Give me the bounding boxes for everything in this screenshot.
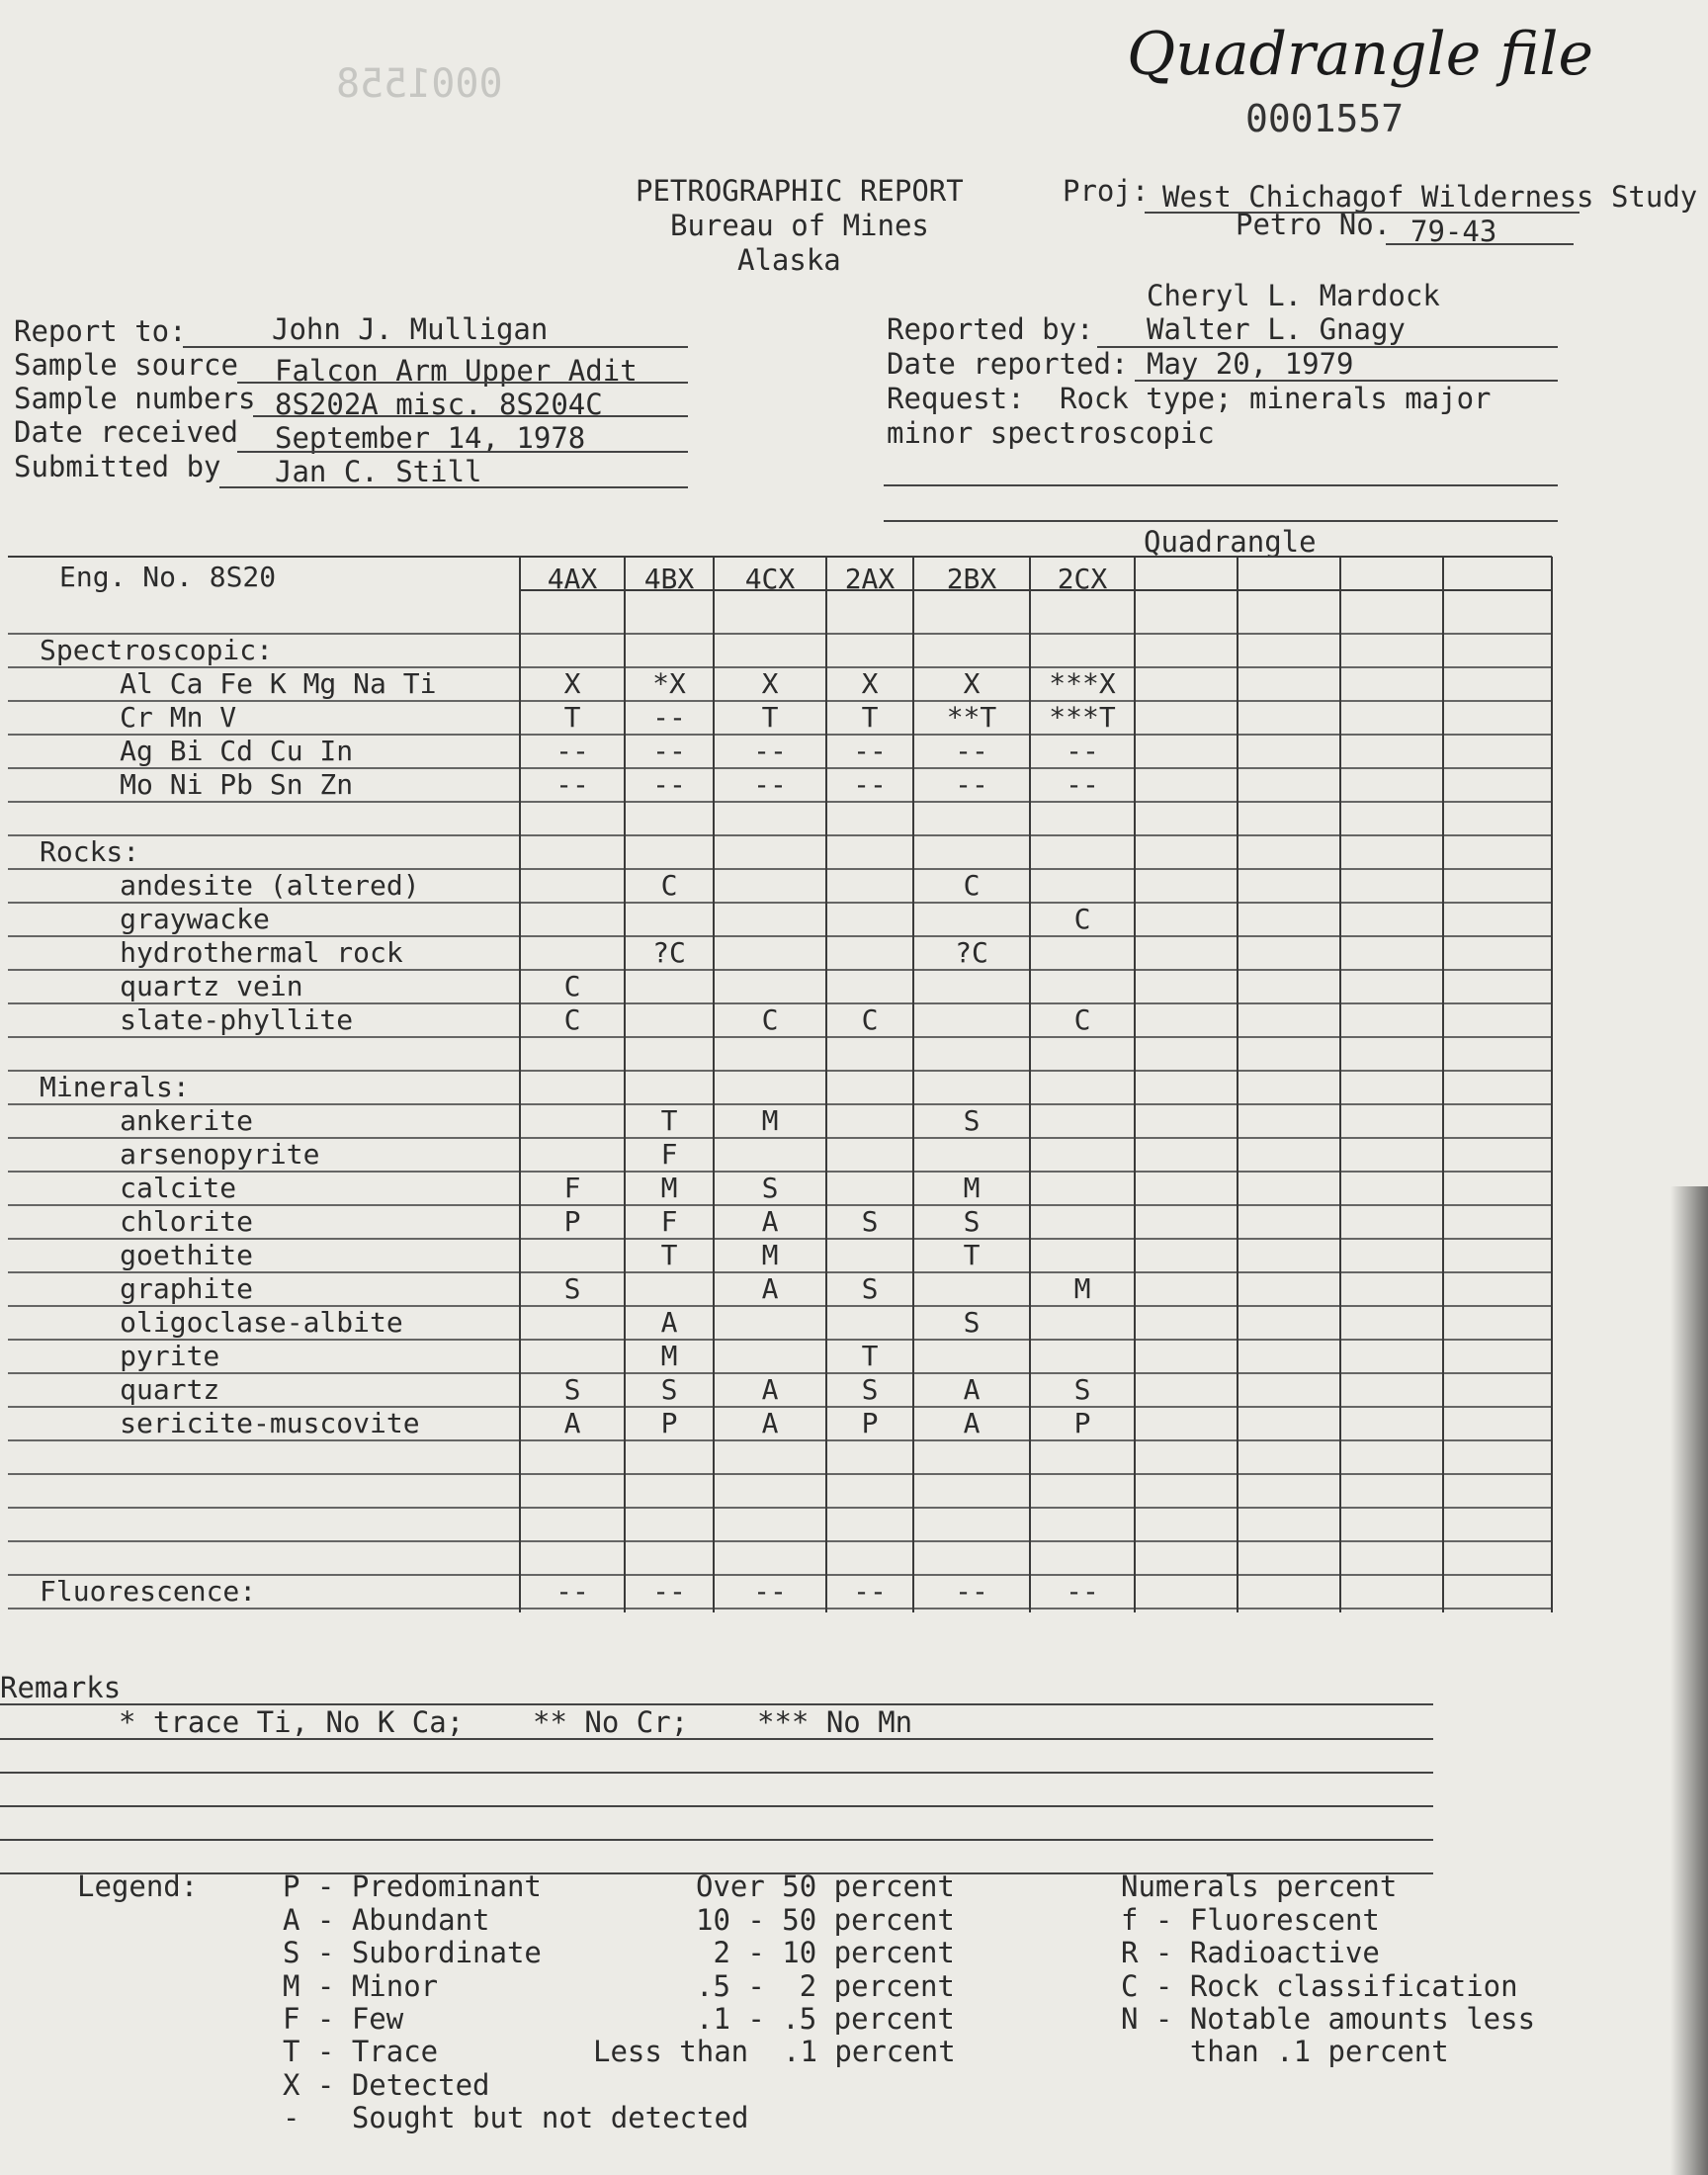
- row-label: quartz vein: [20, 970, 303, 1002]
- bleed-through-number: 0001558: [336, 61, 503, 107]
- table-cell: S: [963, 1306, 981, 1339]
- sample-numbers-underline: [253, 415, 688, 417]
- table-cell: P: [1073, 1407, 1091, 1439]
- row-label: Mo Ni Pb Sn Zn: [20, 768, 354, 801]
- column-header: 2AX: [844, 563, 896, 595]
- table-cell: --: [853, 1575, 887, 1608]
- agency-name: Bureau of Mines: [670, 209, 929, 242]
- table-cell: --: [652, 768, 686, 801]
- request-label: Request:: [887, 382, 1025, 415]
- legend-note: N - Notable amounts less: [1121, 2002, 1536, 2036]
- table-cell: X: [761, 667, 779, 700]
- row-label: Ag Bi Cd Cu In: [20, 735, 354, 767]
- eng-number-label: Eng. No. 8S20: [59, 561, 277, 593]
- row-label: andesite (altered): [20, 869, 420, 902]
- remarks-line-3: [0, 1772, 1433, 1774]
- row-label: graywacke: [20, 903, 270, 935]
- table-cell: --: [753, 735, 787, 767]
- table-cell: S: [861, 1272, 879, 1305]
- submitted-by-underline: [219, 486, 688, 488]
- table-cell: T: [660, 1104, 678, 1137]
- table-cell: C: [761, 1003, 779, 1036]
- legend-code: T - Trace: [283, 2035, 439, 2068]
- date-reported-label: Date reported:: [887, 347, 1129, 381]
- row-label: hydrothermal rock: [20, 936, 403, 969]
- column-header: 4AX: [547, 563, 598, 595]
- table-cell: C: [660, 869, 678, 902]
- table-cell: --: [652, 701, 686, 734]
- table-cell: ***X: [1049, 667, 1116, 700]
- petro-value: 79-43: [1410, 215, 1497, 248]
- table-cell: S: [761, 1172, 779, 1204]
- table-cell: --: [652, 735, 686, 767]
- table-cell: S: [861, 1205, 879, 1238]
- row-label: calcite: [20, 1172, 237, 1204]
- report-to-label: Report to:: [14, 314, 187, 348]
- handwritten-annotation: Quadrangle file: [1127, 20, 1594, 89]
- legend-range: Over 50 percent: [696, 1870, 955, 1903]
- request-underline-1: [884, 484, 1558, 486]
- results-table: [0, 549, 1708, 1646]
- request-line-2: minor spectroscopic: [887, 416, 1215, 450]
- column-header: 2BX: [946, 563, 997, 595]
- legend-range: .5 - 2 percent: [696, 1969, 955, 2003]
- proj-value: West Chichagof Wilderness Study: [1162, 180, 1698, 214]
- table-cell: A: [660, 1306, 678, 1339]
- table-cell: **T: [946, 701, 997, 734]
- reported-by-label: Reported by:: [887, 312, 1094, 346]
- table-cell: X: [861, 667, 879, 700]
- table-cell: C: [563, 1003, 581, 1036]
- stamp-number: 0001557: [1245, 97, 1405, 140]
- table-cell: X: [563, 667, 581, 700]
- table-cell: ?C: [955, 936, 988, 969]
- remarks-label: Remarks: [0, 1671, 122, 1704]
- table-cell: M: [761, 1104, 779, 1137]
- date-reported-value: May 20, 1979: [1147, 347, 1354, 381]
- date-received-underline: [237, 451, 688, 453]
- table-cell: C: [861, 1003, 879, 1036]
- section-heading: Fluorescence:: [40, 1575, 257, 1608]
- sample-numbers-value: 8S202A misc. 8S204C: [275, 388, 603, 421]
- scan-edge-shadow: [1670, 1186, 1708, 2175]
- table-cell: --: [1066, 735, 1099, 767]
- table-cell: M: [1073, 1272, 1091, 1305]
- row-label: oligoclase-albite: [20, 1306, 403, 1339]
- legend-range: 10 - 50 percent: [696, 1903, 955, 1937]
- table-cell: ***T: [1049, 701, 1116, 734]
- row-label: pyrite: [20, 1340, 220, 1372]
- table-cell: P: [660, 1407, 678, 1439]
- table-cell: --: [555, 1575, 589, 1608]
- table-cell: C: [563, 970, 581, 1002]
- table-cell: T: [660, 1239, 678, 1271]
- request-value: Rock type; minerals major: [1060, 382, 1492, 415]
- table-cell: *X: [652, 667, 686, 700]
- table-cell: --: [1066, 768, 1099, 801]
- table-cell: M: [761, 1239, 779, 1271]
- quadrangle-label: Quadrangle: [1144, 525, 1317, 559]
- table-cell: T: [563, 701, 581, 734]
- state-name: Alaska: [737, 243, 841, 277]
- table-cell: S: [861, 1373, 879, 1406]
- report-to-value: John J. Mulligan: [272, 312, 549, 346]
- column-header: 4CX: [744, 563, 796, 595]
- sample-numbers-label: Sample numbers: [14, 382, 256, 415]
- section-heading: Spectroscopic:: [40, 634, 274, 666]
- table-cell: A: [761, 1272, 779, 1305]
- row-label: graphite: [20, 1272, 254, 1305]
- table-cell: S: [1073, 1373, 1091, 1406]
- legend-code: - Sought but not detected: [283, 2101, 749, 2134]
- remarks-line-4: [0, 1805, 1433, 1807]
- sample-source-label: Sample source: [14, 348, 238, 382]
- legend-range: 2 - 10 percent: [696, 1936, 955, 1969]
- table-cell: P: [861, 1407, 879, 1439]
- table-cell: S: [660, 1373, 678, 1406]
- date-received-label: Date received: [14, 415, 238, 449]
- submitted-by-value: Jan C. Still: [275, 455, 482, 488]
- legend-note: f - Fluorescent: [1121, 1903, 1380, 1937]
- row-label: chlorite: [20, 1205, 254, 1238]
- legend-code: S - Subordinate: [283, 1936, 542, 1969]
- table-cell: S: [563, 1272, 581, 1305]
- table-cell: C: [1073, 1003, 1091, 1036]
- table-cell: --: [652, 1575, 686, 1608]
- table-cell: A: [563, 1407, 581, 1439]
- legend-code: M - Minor: [283, 1969, 439, 2003]
- column-header: 4BX: [643, 563, 695, 595]
- table-cell: --: [1066, 1575, 1099, 1608]
- row-label: quartz: [20, 1373, 220, 1406]
- petro-underline: [1386, 243, 1574, 245]
- table-cell: F: [660, 1205, 678, 1238]
- table-cell: --: [955, 1575, 988, 1608]
- table-cell: T: [761, 701, 779, 734]
- section-heading: Rocks:: [40, 835, 140, 868]
- row-label: goethite: [20, 1239, 254, 1271]
- table-cell: P: [563, 1205, 581, 1238]
- table-cell: A: [761, 1205, 779, 1238]
- petro-label: Petro No.: [1236, 208, 1392, 241]
- table-cell: T: [861, 701, 879, 734]
- submitted-by-label: Submitted by: [14, 450, 221, 483]
- legend-code: P - Predominant: [283, 1870, 542, 1903]
- table-cell: A: [963, 1373, 981, 1406]
- table-cell: --: [753, 1575, 787, 1608]
- table-cell: A: [761, 1373, 779, 1406]
- legend-label: Legend:: [77, 1870, 199, 1903]
- remarks-line-5: [0, 1839, 1433, 1841]
- row-label: arsenopyrite: [20, 1138, 320, 1171]
- proj-label: Proj:: [1063, 174, 1150, 208]
- sample-source-value: Falcon Arm Upper Adit: [275, 354, 638, 388]
- section-heading: Minerals:: [40, 1071, 190, 1103]
- table-cell: --: [955, 735, 988, 767]
- table-cell: M: [963, 1172, 981, 1204]
- table-cell: A: [761, 1407, 779, 1439]
- row-label: Al Ca Fe K Mg Na Ti: [20, 667, 437, 700]
- table-cell: --: [555, 735, 589, 767]
- table-cell: --: [955, 768, 988, 801]
- column-header: 2CX: [1057, 563, 1108, 595]
- report-to-underline: [183, 346, 688, 348]
- table-cell: X: [963, 667, 981, 700]
- legend-code: F - Few: [283, 2002, 404, 2036]
- table-cell: M: [660, 1340, 678, 1372]
- table-cell: --: [555, 768, 589, 801]
- remarks-line-1: [0, 1703, 1433, 1705]
- table-cell: T: [963, 1239, 981, 1271]
- request-underline-2: [884, 520, 1558, 522]
- row-label: sericite-muscovite: [20, 1407, 420, 1439]
- date-received-value: September 14, 1978: [275, 421, 586, 455]
- table-cell: C: [963, 869, 981, 902]
- table-cell: --: [753, 768, 787, 801]
- legend-range: .1 - .5 percent: [696, 2002, 955, 2036]
- table-cell: A: [963, 1407, 981, 1439]
- row-label: ankerite: [20, 1104, 254, 1137]
- reported-by-name-1: Cheryl L. Mardock: [1147, 279, 1440, 312]
- table-cell: F: [660, 1138, 678, 1171]
- table-cell: S: [563, 1373, 581, 1406]
- remarks-line-2: [0, 1738, 1433, 1740]
- table-cell: --: [853, 735, 887, 767]
- legend-note: C - Rock classification: [1121, 1969, 1518, 2003]
- legend-code: A - Abundant: [283, 1903, 490, 1937]
- report-title: PETROGRAPHIC REPORT: [636, 174, 964, 208]
- table-cell: C: [1073, 903, 1091, 935]
- table-cell: --: [853, 768, 887, 801]
- reported-by-name-2: Walter L. Gnagy: [1147, 312, 1406, 346]
- table-cell: ?C: [652, 936, 686, 969]
- legend-range: Less than .1 percent: [593, 2035, 956, 2068]
- table-cell: M: [660, 1172, 678, 1204]
- legend-code: X - Detected: [283, 2068, 490, 2102]
- table-cell: T: [861, 1340, 879, 1372]
- sample-source-underline: [237, 382, 688, 384]
- legend-note: R - Radioactive: [1121, 1936, 1380, 1969]
- table-cell: S: [963, 1205, 981, 1238]
- table-cell: F: [563, 1172, 581, 1204]
- table-cell: S: [963, 1104, 981, 1137]
- legend-note: Numerals percent: [1121, 1870, 1398, 1903]
- row-label: slate-phyllite: [20, 1003, 354, 1036]
- remarks-text: * trace Ti, No K Ca; ** No Cr; *** No Mn: [119, 1705, 913, 1739]
- row-label: Cr Mn V: [20, 701, 237, 734]
- legend-note: than .1 percent: [1121, 2035, 1449, 2068]
